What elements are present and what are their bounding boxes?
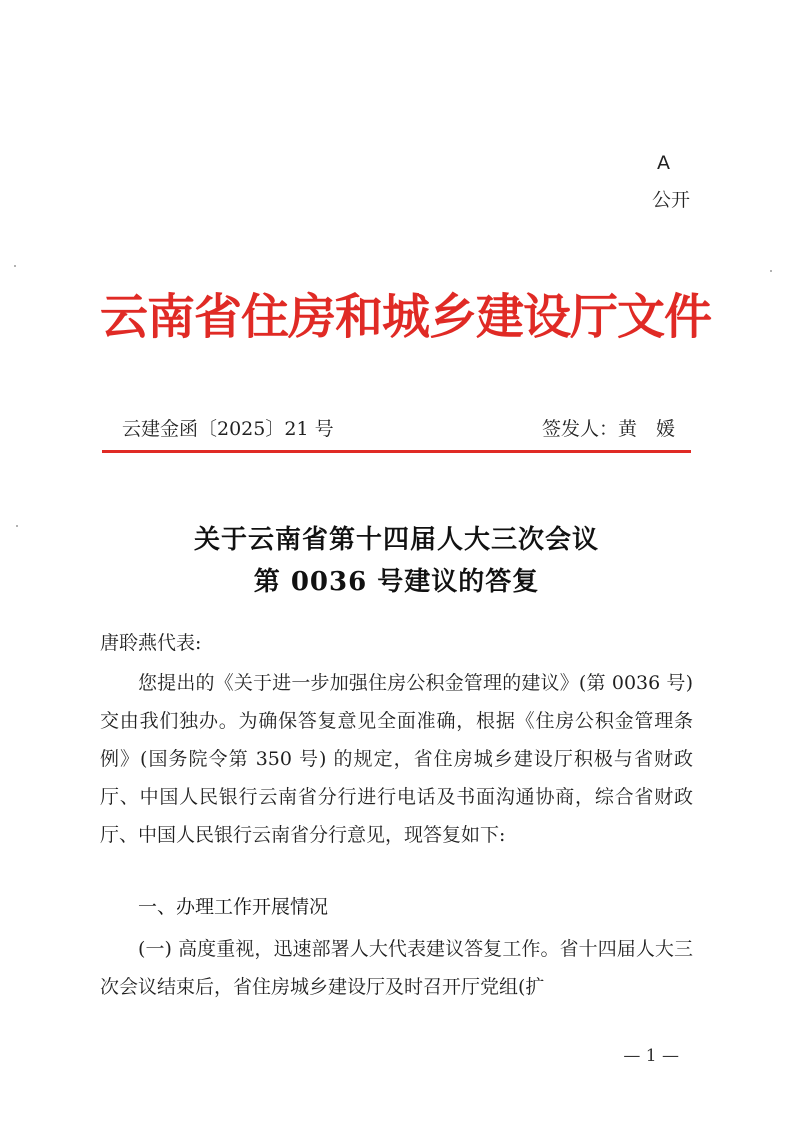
document-level-mark: A [657,152,670,174]
document-title-line-2: 第 0036 号建议的答复 [253,567,540,597]
salutation: 唐聆燕代表: [100,632,202,654]
masthead-title: 云南省住房和城乡建设厅文件 [100,289,712,345]
publicity-mark: 公开 [651,189,690,211]
scan-speck [16,525,18,527]
scan-speck [14,265,16,267]
document-number: 云建金函〔2025〕21 号 [122,418,334,440]
section-heading: 一、办理工作开展情况 [138,896,329,918]
document-title-line-1: 关于云南省第十四届人大三次会议 [193,525,599,555]
body-paragraph: 您提出的《关于进一步加强住房公积金管理的建议》(第 0036 号) 交由我们独办。为确保答复意见全面准确，根据《住房公积金管理条例》(国务院令第 350 号) 的规定，省住房城乡建设厅积极与省财政厅、中国人民银行云南省分行进行电话及书面沟通协商，综合省财政厅、中国人民银行云南省分行意见，现答复如下: [100,672,693,846]
scan-speck [770,270,772,272]
page-number: — 1 — [623,1046,679,1066]
signer: 签发人：黄 媛 [541,418,675,440]
section-paragraph: (一) 高度重视，迅速部署人大代表建议答复工作。省十四届人大三次会议结束后，省住房城乡建设厅及时召开厅党组(扩 [100,938,693,998]
red-divider-line [102,450,691,453]
